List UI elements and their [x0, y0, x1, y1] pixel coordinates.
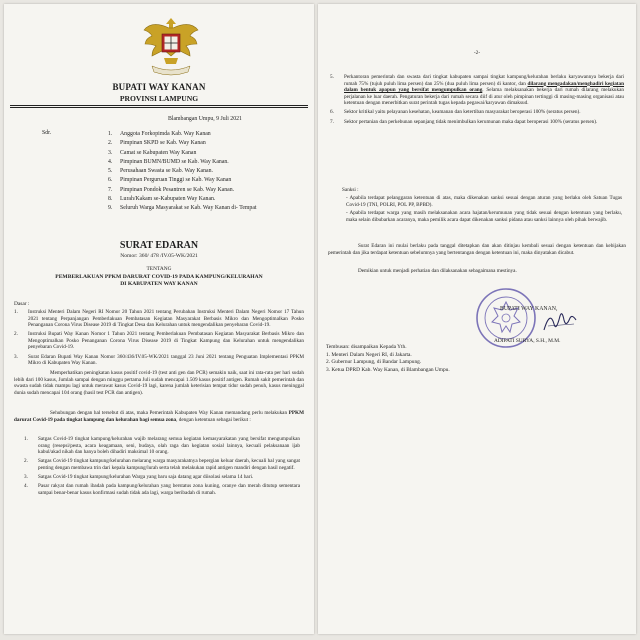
item-number: 3.: [24, 473, 28, 480]
tembusan-item: 1. Menteri Dalam Negeri RI, di Jakarta.: [326, 351, 412, 358]
item-text: Satgas Covid-19 tingkat kampung/kelurahan melarang warga masyarakatnya bepergian keluar daerah, kecuali hal yang sangat penting dengan membawa trin dari kepala kampung/lurah serta telah melakukan rapid antigen mandiri dengan hasil negatif.: [38, 458, 300, 471]
recipient-item: [108, 186, 257, 195]
closing-remark: Demikian untuk menjadi perhatian dan dilaksanakan sebagaimana mestinya.: [358, 268, 517, 274]
rules-section-2: [330, 74, 624, 128]
rules-section: [24, 436, 300, 499]
item-text: Surat Edaran Bupati Way Kanan Nomor 360/436/IV.05-WK/2021 tanggal 23 Juni 2021 tentang Penguatan Implementasi PPKM Mikro di Kabupaten Way Kanan.: [28, 353, 304, 367]
recipient-number: 2.: [108, 140, 113, 147]
tembusan-section: [326, 344, 450, 374]
item-text: Instruksi Menteri Dalam Negeri RI Nomor 20 Tahun 2021 tentang Perubahan Instruksi Menteri Dalam Negeri Nomor 17 Tahun 2021 tentang Perpanjangan Pemberlakuan Pembatasan Kegiatan Masyarakat Berbasis Mikro dan Mengoptimalkan Posko Penanganan Corona Virus Disease 2019 di Tingkat Desa dan Kelurahan untuk mengendalikan penyebaran Covid-19.: [28, 309, 304, 329]
list-item: [330, 109, 624, 116]
sanksi-label: Sanksi :: [342, 187, 359, 193]
dasar-list: [14, 309, 304, 367]
signer-name: ADIPATI SURYA, S.H., M.M.: [494, 338, 561, 344]
letterhead-subtitle: PROVINSI LAMPUNG: [119, 94, 199, 103]
item-number: 6.: [330, 109, 334, 116]
recipient-text: Pimpinan Pondok Pesantren se Kab. Way Kanan.: [120, 186, 235, 193]
item-text: Satgas Covid-19 tingkat kampung/kelurahan wajib melarang semua kegiatan kemasyarakatan yang bersifat mengumpulkan orang (resepsi/pesta, acara keagamaan, seni, budaya, olah raga dan kegiatan sosial lainnya, kecuali pelaksanaan ijab kabul/akad nikah dan hanya boleh dihadiri maksimal 10 orang.: [38, 436, 300, 456]
item-text: Perkantoran pemerintah dan swasta dari tingkat kabupaten sampai tingkat kampung/kelurahan berlaku karyawannya bekerja dari rumah 75% (tujuh puluh lima persen) dan 25% (dua puluh lima persen) di kantor, dan: [344, 74, 624, 87]
dasar-section: [14, 309, 304, 369]
recipient-number: 8.: [108, 196, 113, 203]
recipient-number: 9.: [108, 205, 113, 212]
item-number: 1.: [24, 436, 28, 442]
recipient-text: Camat se Kabupaten Way Kanan: [120, 149, 197, 156]
recipient-text: Seluruh Warga Masyarakat se Kab. Way Kanan di- Tempat: [120, 205, 257, 212]
recipient-list: [108, 130, 257, 214]
recipient-text: Pimpinan SKPD se Kab. Way Kanan: [120, 140, 206, 147]
recipient-text: Lurah/Kakam se-Kabupaten Way Kanan.: [120, 196, 216, 203]
recipient-item: [108, 176, 257, 185]
item-text: Sektor pertanian dan perkebunan sepanjang tidak menimbulkan kerumunan maka dapat beroperasi 100% (seratus persen).: [344, 118, 598, 125]
list-item: [330, 74, 624, 107]
recipient-text: Perusahaan Swasta se Kab. Way Kanan.: [120, 168, 213, 175]
document-title: SURAT EDARAN: [119, 240, 199, 251]
rules-list-2: [330, 74, 624, 125]
recipient-item: [108, 130, 257, 139]
item-text-bold: dilarang mengadakan/menghadiri kegiatan dalam bentuk apapun yang bersifat mengumpulkan orang: [344, 80, 625, 94]
list-item: [24, 483, 300, 496]
signature-icon: [540, 306, 580, 336]
subject-line-1: PEMBERLAKUAN PPKM DARURAT COVID-19 PADA KAMPUNG/KELURAHAN: [55, 274, 263, 280]
recipient-item: [108, 167, 257, 176]
page-1: [4, 4, 314, 634]
page-2: [318, 4, 636, 634]
tentang-label: TENTANG: [146, 266, 172, 272]
sanksi-item: - Apabila terdapat pelanggaran ketentuan di atas, maka dikenakan sanksi sesuai dengan aturan yang berlaku oleh Satuan Tugas Covid-19 (TNI, POLRI, POL PP, BPBD).: [346, 195, 622, 208]
item-number: 3.: [14, 353, 18, 360]
recipient-text: Pimpinan BUMN/BUMD se Kab. Way Kanan.: [120, 158, 229, 165]
item-number: 4.: [24, 483, 28, 490]
recipient-item: [108, 158, 257, 167]
closing-paragraph: Surat Edaran ini mulai berlaku pada tanggal ditetapkan dan akan ditinjau kembali sesuai dengan ketentuan dan kebijakan pemerintah dan jika terdapat ketentuan sebelumnya yang bertentangan dengan ketentuan ini, maka dinyatakan dicabut.: [328, 243, 626, 256]
rules-list-1: [24, 436, 300, 496]
recipient-number: 4.: [108, 158, 113, 165]
tembusan-list: [326, 352, 450, 375]
paragraph-memperhatikan: Memperhatikan peningkatan kasus positif covid-19 (test anti gen dan PCR) semakin naik, saat ini rata-rata per hari sudah lebih dari 100 kasus, Jumlah sampai dengan minggu pertama Juli sudah mencapai 1.509 kasus positif antigen. Rumah sakit pemerintah dan swasta sudah tidak mampu lagi untuk merawat kasus Covid-19 lagi, karena jumlah keterisian tempat tidur sudah penuh, kasus meninggal dunia sudah mencapai 104 orang (hasil test PCR dan antigen).: [14, 370, 304, 396]
para2-bold: PPKM darurat Covid-19 pada tingkat kampung dan kelurahan bagi semua zona: [14, 410, 304, 423]
document-number: Nomor: 360/ 478 /IV.05-WK/2021: [120, 253, 198, 259]
item-text: Instruksi Bupati Way Kanan Nomor 1 Tahun 2021 tentang Pemberlakuan Pembatasan Kegiatan Masyarakat Berbasis Mikro dan Mengoptimalkan Posko Penanganan Corona Virus Disease 2019 di Tingkat Kampung dan Kelurahan untuk mengendalikan penyebaran Covid-19.: [28, 331, 304, 351]
item-number: 2.: [14, 331, 18, 338]
tembusan-label: Tembusan: disampaikan Kepada Yth.: [326, 344, 407, 350]
recipient-item: [108, 195, 257, 204]
item-text: Satgas Covid-19 tingkat kampung/kelurahan Warga yang baru saja datang agar diisolasi selama 14 hari.: [38, 473, 254, 480]
list-item: [14, 354, 304, 367]
page-number: -2-: [473, 50, 481, 56]
para2-pre: Sehubungan dengan hal tersebut di atas, maka Pemerintah Kabupaten Way Kanan memandang perlu melakukan: [50, 410, 289, 416]
dasar-label: Dasar :: [14, 301, 30, 307]
recipient-item: [108, 149, 257, 158]
list-item: [24, 436, 300, 456]
document-subject: [34, 274, 284, 289]
subject-line-2: DI KABUPATEN WAY KANAN: [120, 281, 198, 288]
sanksi-item: - Apabila terdapat warga yang masih melaksanakan acara hajatan/kerumunan yang tidak sesuai dengan ketentuan yang berlaku, maka selain dibubarkan acaranya, maka pemilik acara dapat dikenakan sanksi pidana atau sanksi lainnya oleh pihak berwajib.: [346, 210, 622, 223]
recipient-number: 1.: [108, 131, 113, 137]
recipient-number: 7.: [108, 186, 113, 193]
list-item: [14, 309, 304, 329]
sanksi-list: [342, 195, 622, 225]
place-date: Blambangan Umpu, 9 Juli 2021: [168, 116, 242, 122]
tembusan-item: 2. Gubernur Lampung, di Bandar Lampung.: [326, 359, 422, 366]
item-text: Pasar rakyat dan rumah ibadah pada kampung/kelurahan yang berstatus zona kuning, oranye dan merah ditutup sementara sampai benar-benar kasus konfirmasi sudah tidak ada lagi, warga beribadah di rumah.: [38, 483, 300, 496]
item-number: 2.: [24, 458, 28, 465]
signer-title: BUPATI WAY KANAN,: [500, 306, 558, 312]
item-number: 1.: [14, 309, 18, 315]
garuda-emblem-icon: [142, 12, 200, 78]
recipient-label: Sdr.: [42, 130, 52, 136]
recipient-number: 3.: [108, 149, 113, 156]
list-item: [14, 331, 304, 351]
list-item: [24, 458, 300, 471]
paragraph-sehubungan: [14, 410, 304, 423]
recipient-item: [108, 204, 257, 213]
letterhead-rule-thin: [10, 107, 308, 108]
item-text: Sektor kritikal yaitu pelayanan kesehatan, keamanan dan ketertiban masyarakat beroperasi 100% (seratus persen).: [344, 109, 581, 116]
tembusan-item: 3. Ketua DPRD Kab. Way Kanan, di Blambangan Umpu.: [326, 366, 450, 373]
item-text-post: . Selama melaksanakan bekerja dari rumah dilarang melakukan perjalanan ke luar daerah. Pengaturan bekerja dari rumah secara diif di atur oleh pimpinan tertinggi di masing-masing organisasi atau ketentuan dengan menerbitkan surat perintah tugas kepada pegawai/karyawan dimaksud.: [344, 87, 624, 107]
letterhead-rule: [10, 105, 308, 106]
recipient-item: [108, 139, 257, 148]
list-item: [330, 119, 624, 126]
item-number: 5.: [330, 74, 334, 80]
recipient-text: Pimpinan Perguruan Tinggi se Kab. Way Kanan: [120, 177, 232, 184]
item-number: 7.: [330, 118, 334, 125]
para2-post: , dengan ketentuan sebagai berikut :: [176, 416, 251, 423]
list-item: [24, 474, 300, 481]
recipient-text: Anggota Forkopimda Kab. Way Kanan: [120, 131, 211, 137]
letterhead-title: BUPATI WAY KANAN: [112, 82, 206, 92]
recipient-number: 5.: [108, 168, 113, 175]
recipient-number: 6.: [108, 177, 113, 184]
